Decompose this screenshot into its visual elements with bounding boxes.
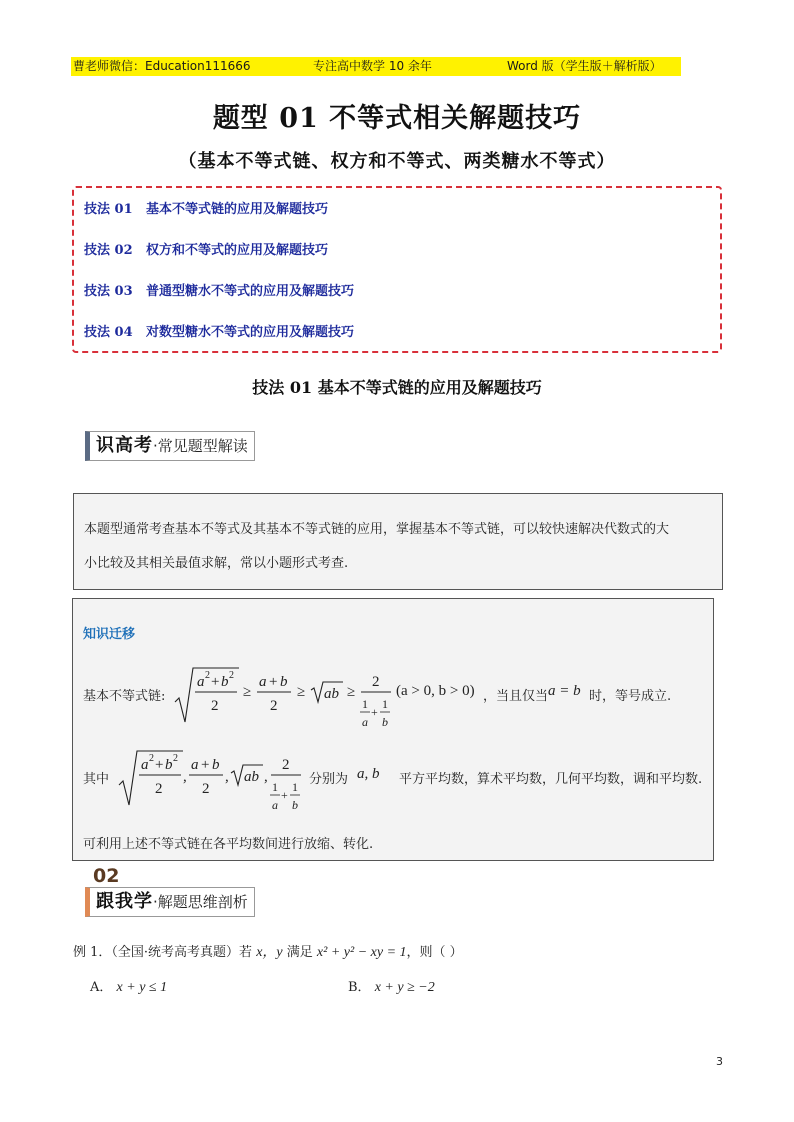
page-subtitle: （基本不等式链、权方和不等式、两类糖水不等式） <box>178 151 616 172</box>
where-tail: 平方平均数，算术平均数，几何平均数，调和平均数. <box>399 772 703 787</box>
svg-text:2: 2 <box>173 753 178 764</box>
badge-number: 01 <box>93 409 120 431</box>
svg-text:+: + <box>211 674 220 690</box>
example-line <box>73 941 463 961</box>
knowledge-box <box>72 598 714 861</box>
svg-text:≥: ≥ <box>297 684 306 700</box>
toc-item-text: 基本不等式链的应用及解题技巧 <box>146 202 329 217</box>
option-b-text: x + y ≥ −2 <box>374 980 435 995</box>
badge-number: 02 <box>93 865 120 887</box>
svg-text:2: 2 <box>282 757 290 773</box>
toc-item-no: 技法 02 <box>84 243 133 258</box>
svg-text:1: 1 <box>272 780 278 794</box>
toc-item-no: 技法 01 <box>84 202 133 217</box>
svg-text:+: + <box>201 757 210 773</box>
svg-text:2: 2 <box>202 781 210 797</box>
intro-box <box>73 493 723 590</box>
svg-text:2: 2 <box>205 670 210 681</box>
header-teacher: 曹老师微信：Education111666 <box>73 59 251 73</box>
svg-text:,: , <box>183 769 187 785</box>
svg-text:b: b <box>221 674 229 690</box>
svg-text:b: b <box>382 715 388 729</box>
svg-text:b: b <box>212 757 220 773</box>
svg-text:+: + <box>269 674 278 690</box>
svg-text:ab: ab <box>244 769 259 785</box>
svg-text:2: 2 <box>155 781 163 797</box>
example-vars: x，y <box>256 945 283 960</box>
svg-text:2: 2 <box>229 670 234 681</box>
badge-label-main: 识高考 <box>96 435 153 456</box>
toc-item[interactable] <box>84 239 328 258</box>
knowledge-last-line: 可利用上述不等式链在各平均数间进行放缩、转化. <box>83 837 374 852</box>
option-b-label: B． <box>348 980 371 995</box>
chain-label: 基本不等式链: <box>83 689 166 704</box>
toc-item-no: 技法 03 <box>84 284 133 299</box>
header-focus: 专注高中数学 10 余年 <box>313 59 432 73</box>
toc-item-no: 技法 04 <box>84 325 133 340</box>
svg-text:a: a <box>272 798 278 812</box>
svg-text:1: 1 <box>382 697 388 711</box>
svg-text:1: 1 <box>362 697 368 711</box>
chain-tail-2: 时，等号成立. <box>589 689 672 704</box>
intro-line-2: 小比较及其相关最值求解，常以小题形式考查. <box>84 556 349 571</box>
example-equation: x² + y² − xy = 1 <box>316 945 407 960</box>
svg-text:2: 2 <box>211 698 219 714</box>
svg-text:+: + <box>155 757 164 773</box>
svg-text:a: a <box>191 757 199 773</box>
example-tail: ，则（ ） <box>406 945 463 960</box>
toc-item[interactable] <box>84 321 354 340</box>
svg-text:2: 2 <box>372 674 380 690</box>
svg-text:+: + <box>371 705 378 719</box>
svg-text:b: b <box>165 757 173 773</box>
svg-text:1: 1 <box>292 780 298 794</box>
toc-item-text: 普通型糖水不等式的应用及解题技巧 <box>146 284 355 299</box>
header-bar <box>71 57 681 76</box>
badge-label <box>85 431 255 461</box>
where-vars: a, b <box>357 766 380 782</box>
option-a[interactable] <box>90 976 167 996</box>
badge-label-sub: ·解题思维剖析 <box>153 893 248 911</box>
option-a-text: x + y ≤ 1 <box>116 980 168 995</box>
svg-text:≥: ≥ <box>347 684 356 700</box>
section-title: 技法 01 基本不等式链的应用及解题技巧 <box>252 378 542 397</box>
svg-text:b: b <box>292 798 298 812</box>
intro-line-1: 本题型通常考查基本不等式及其基本不等式链的应用，掌握基本不等式链，可以较快速解决代数式的大 <box>84 522 670 537</box>
svg-text:,: , <box>225 769 229 785</box>
svg-text:,: , <box>264 769 268 785</box>
svg-text:+: + <box>281 788 288 802</box>
option-a-label: A． <box>90 980 113 995</box>
header-version: Word 版（学生版＋解析版） <box>507 59 662 73</box>
means-list-formula <box>117 745 307 819</box>
svg-text:≥: ≥ <box>243 684 252 700</box>
svg-text:2: 2 <box>149 753 154 764</box>
svg-text:a: a <box>259 674 267 690</box>
toc-item[interactable] <box>84 280 354 299</box>
example-prefix: 例 1．（全国·统考高考真题）若 <box>73 945 253 960</box>
page-title: 题型 01 不等式相关解题技巧 <box>212 103 582 134</box>
where-mid: 分别为 <box>309 772 349 787</box>
chain-tail-1: ，当且仅当 <box>483 689 549 704</box>
toc-item-text: 对数型糖水不等式的应用及解题技巧 <box>146 325 355 340</box>
where-label: 其中 <box>83 772 110 787</box>
toc-item-text: 权方和不等式的应用及解题技巧 <box>146 243 329 258</box>
toc-box <box>72 186 722 353</box>
knowledge-heading: 知识迁移 <box>83 627 136 642</box>
badge-label-main: 跟我学 <box>96 891 153 912</box>
svg-text:a: a <box>362 715 368 729</box>
badge-label <box>85 887 255 917</box>
page-number: 3 <box>716 1055 723 1068</box>
svg-text:a: a <box>197 674 205 690</box>
svg-text:b: b <box>280 674 288 690</box>
chain-condition: (a > 0, b > 0) <box>396 683 475 699</box>
section-badge-02 <box>73 865 283 925</box>
section-badge-01 <box>73 409 283 469</box>
toc-item[interactable] <box>84 198 328 217</box>
svg-text:a: a <box>141 757 149 773</box>
example-mid: 满足 <box>286 945 313 960</box>
svg-text:2: 2 <box>270 698 278 714</box>
option-b[interactable] <box>348 976 435 996</box>
chain-equality: a = b <box>548 683 581 699</box>
svg-text:ab: ab <box>324 686 339 702</box>
badge-label-sub: ·常见题型解读 <box>153 437 248 455</box>
